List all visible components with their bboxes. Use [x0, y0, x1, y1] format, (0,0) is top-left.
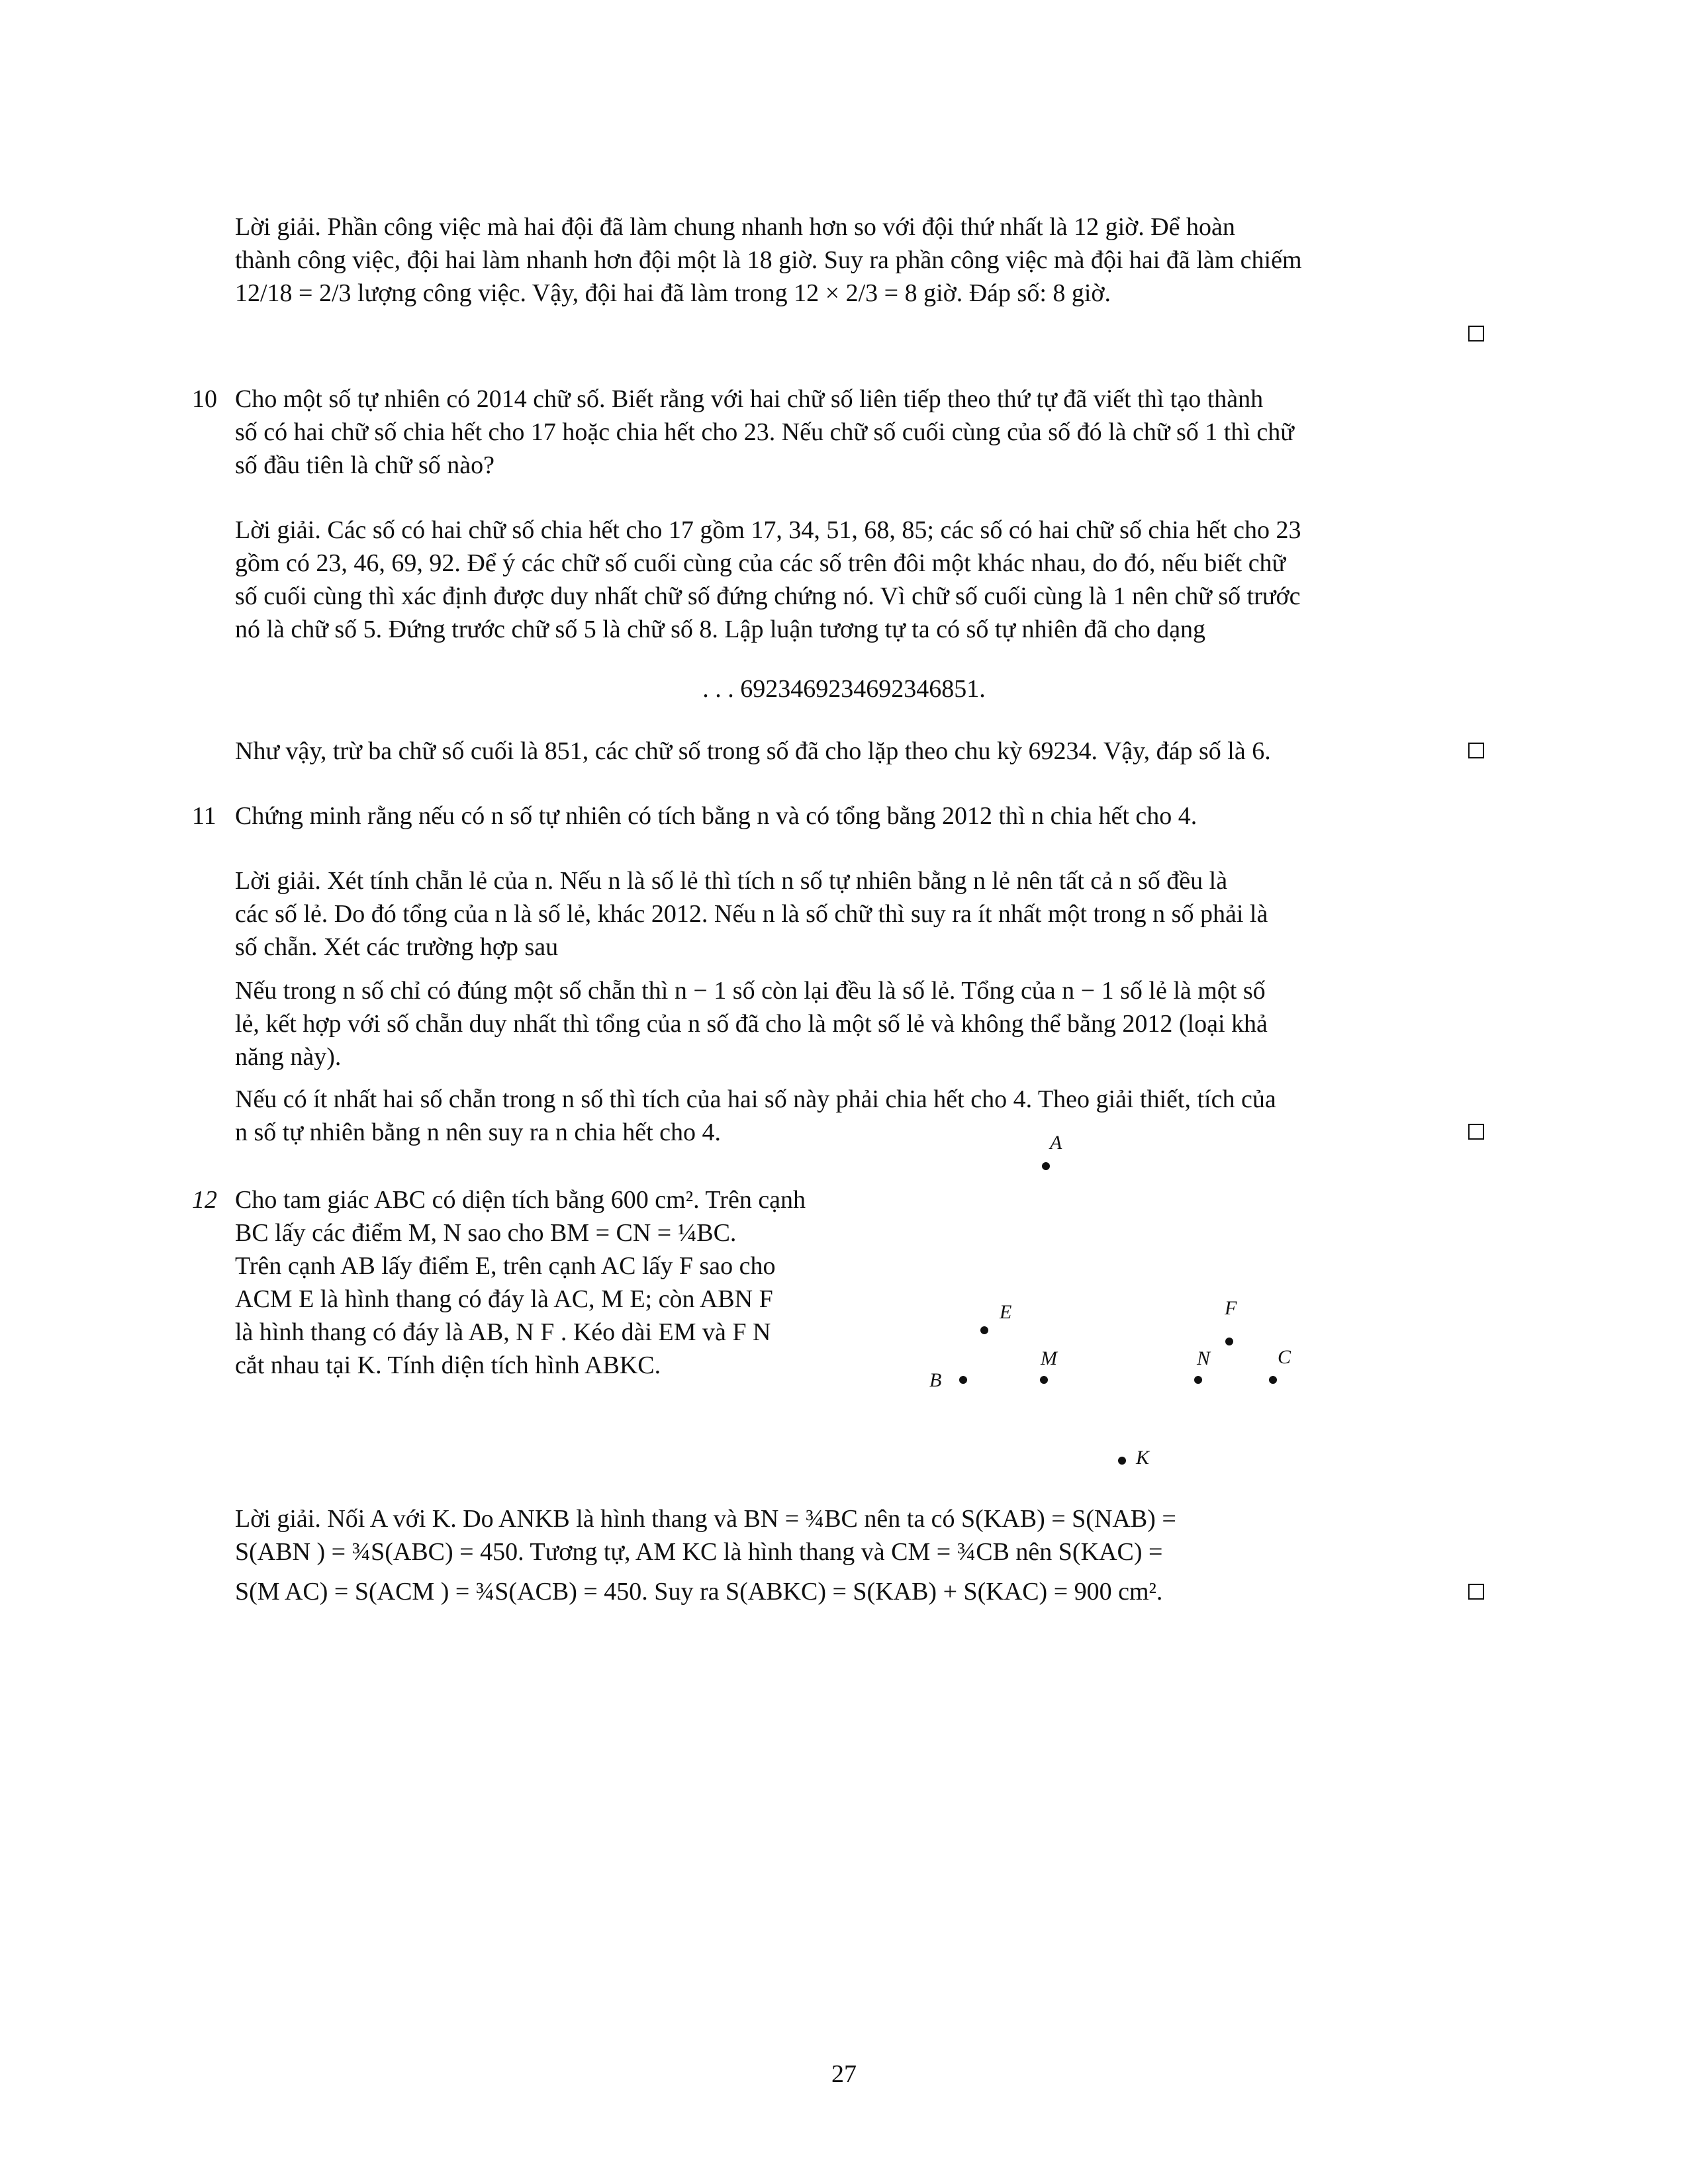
point-E: [980, 1301, 1011, 1334]
p11-case1-line-1: Nếu trong n số chỉ có đúng một số chẵn thì n − 1 số còn lại đều là số lẻ. Tổng của n − 1 số lẻ là một số: [235, 977, 1266, 1005]
p10-solution-line-2: gồm có 23, 46, 69, 92. Để ý các chữ số cuối cùng của các số trên đôi một khác nhau, do đó, nếu biết chữ: [235, 549, 1286, 577]
sol9-line-3: 12/18 = 2/3 lượng công việc. Vậy, đội hai đã làm trong 12 × 2/3 = 8 giờ. Đáp số: 8 giờ.: [235, 279, 1111, 307]
p10-solution-line-1: Lời giải. Các số có hai chữ số chia hết cho 17 gồm 17, 34, 51, 68, 85; các số có hai chữ số chia hết cho 23: [235, 516, 1301, 544]
label-M: M: [1041, 1347, 1057, 1369]
label-E: E: [1000, 1301, 1012, 1323]
triangle-diagram: [914, 1118, 1324, 1489]
label-K: K: [1136, 1447, 1150, 1469]
p11-solution-line-1: Lời giải. Xét tính chẵn lẻ của n. Nếu n là số lẻ thì tích n số tự nhiên bằng n lẻ nên tất cả n số đều là: [235, 867, 1228, 895]
problem-number-12: 12: [192, 1186, 217, 1214]
p11-case2-line-2: n số tự nhiên bằng n nên suy ra n chia hết cho 4.: [235, 1118, 721, 1146]
sol9-line-2: thành công việc, đội hai làm nhanh hơn đội một là 18 giờ. Suy ra phần công việc mà đội hai đã làm chiếm: [235, 246, 1302, 274]
p12-statement-line-3: Trên cạnh AB lấy điểm E, trên cạnh AC lấy F sao cho: [235, 1252, 776, 1280]
qed-box-p11: [1468, 1124, 1484, 1140]
page-number: 27: [831, 2060, 857, 2088]
p11-case2-line-1: Nếu có ít nhất hai số chẵn trong n số thì tích của hai số này phải chia hết cho 4. Theo giải thiết, tích của: [235, 1085, 1276, 1113]
p10-statement-line-1: Cho một số tự nhiên có 2014 chữ số. Biết rằng với hai chữ số liên tiếp theo thứ tự đã viết thì tạo thành: [235, 385, 1264, 413]
point-A: [1042, 1132, 1062, 1170]
point-F: [1224, 1297, 1237, 1345]
p10-statement-line-2: số có hai chữ số chia hết cho 17 hoặc chia hết cho 23. Nếu chữ số cuối cùng của số đó là chữ số 1 thì chữ: [235, 418, 1294, 446]
p12-solution-line-2: S(ABN ) = ¾S(ABC) = 450. Tương tự, AM KC là hình thang và CM = ¾CB nên S(KAC) =: [235, 1538, 1163, 1566]
point-M: [1040, 1347, 1058, 1384]
point-N: [1194, 1347, 1211, 1384]
p11-case1-line-2: lẻ, kết hợp với số chẵn duy nhất thì tổng của n số đã cho là một số lẻ và không thể bằng 2012 (loại khả: [235, 1010, 1268, 1038]
qed-box-p12: [1468, 1584, 1484, 1600]
p12-statement-line-1: Cho tam giác ABC có diện tích bằng 600 cm². Trên cạnh: [235, 1186, 806, 1214]
p12-statement-line-6: cắt nhau tại K. Tính diện tích hình ABKC.: [235, 1351, 661, 1379]
p10-display-formula: . . . 6923469234692346851.: [702, 675, 986, 703]
p12-solution-line-3: S(M AC) = S(ACM ) = ¾S(ACB) = 450. Suy ra S(ABKC) = S(KAB) + S(KAC) = 900 cm².: [235, 1578, 1163, 1606]
p12-statement-line-4: ACM E là hình thang có đáy là AC, M E; còn ABN F: [235, 1285, 773, 1313]
label-F: F: [1225, 1297, 1237, 1319]
label-N: N: [1197, 1347, 1211, 1369]
p11-solution-line-3: số chẵn. Xét các trường hợp sau: [235, 933, 559, 961]
p11-case1-line-3: năng này).: [235, 1043, 342, 1071]
p12-solution-line-1: Lời giải. Nối A với K. Do ANKB là hình thang và BN = ¾BC nên ta có S(KAB) = S(NAB) =: [235, 1505, 1176, 1533]
p11-solution-line-2: các số lẻ. Do đó tổng của n là số lẻ, khác 2012. Nếu n là số chữ thì suy ra ít nhất một trong n số phải là: [235, 900, 1268, 928]
p10-statement-line-3: số đầu tiên là chữ số nào?: [235, 451, 495, 479]
point-K: [1118, 1447, 1150, 1469]
p12-statement-line-2: BC lấy các điểm M, N sao cho BM = CN = ¼BC.: [235, 1219, 737, 1247]
sol9-line-1: Lời giải. Phần công việc mà hai đội đã làm chung nhanh hơn so với đội thứ nhất là 12 giờ. Để hoàn: [235, 213, 1235, 241]
point-B: [929, 1369, 967, 1391]
p11-statement: Chứng minh rằng nếu có n số tự nhiên có tích bằng n và có tổng bằng 2012 thì n chia hết cho 4.: [235, 802, 1197, 830]
problem-number-11: 11: [192, 802, 216, 830]
label-A: A: [1050, 1132, 1062, 1154]
point-C: [1269, 1346, 1291, 1384]
p10-solution-line-3: số cuối cùng thì xác định được duy nhất chữ số đứng chứng nó. Vì chữ số cuối cùng là 1 nên chữ số trước: [235, 582, 1301, 610]
p12-statement-line-5: là hình thang có đáy là AB, N F . Kéo dài EM và F N: [235, 1318, 771, 1346]
qed-box-p10: [1468, 743, 1484, 758]
p10-conclusion: Như vậy, trừ ba chữ số cuối là 851, các chữ số trong số đã cho lặp theo chu kỳ 69234. Vậy, đáp số là 6.: [235, 737, 1271, 765]
qed-box-sol9: [1468, 326, 1484, 341]
p10-solution-line-4: nó là chữ số 5. Đứng trước chữ số 5 là chữ số 8. Lập luận tương tự ta có số tự nhiên đã cho dạng: [235, 615, 1206, 643]
label-B: B: [929, 1369, 942, 1391]
label-C: C: [1278, 1346, 1291, 1368]
problem-number-10: 10: [192, 385, 217, 413]
